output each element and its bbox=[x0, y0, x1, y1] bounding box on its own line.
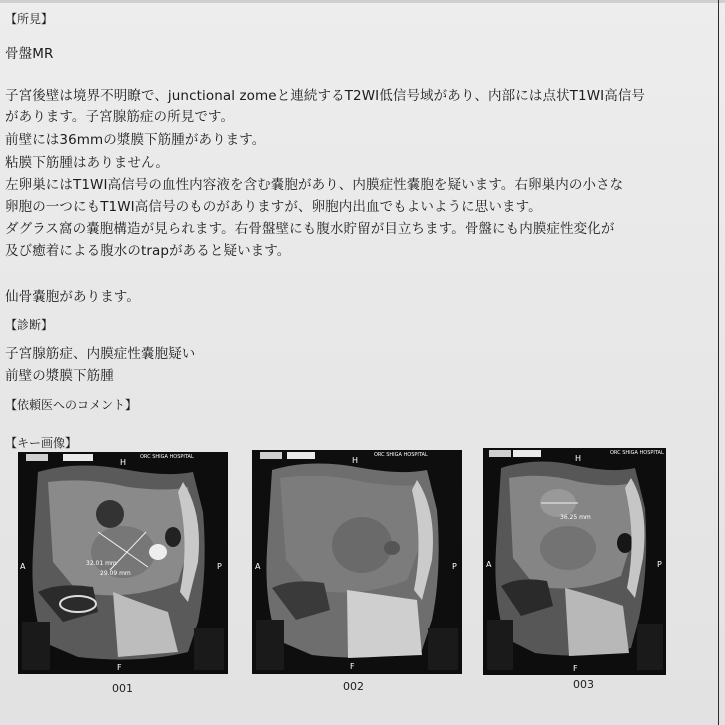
measurement-label: 29.09 mm bbox=[100, 570, 131, 577]
mri-key-image[interactable] bbox=[18, 452, 228, 674]
image-label: 001 bbox=[112, 682, 133, 695]
diagnosis-header: 【診断】 bbox=[5, 318, 54, 332]
mri-sagittal-image bbox=[18, 452, 228, 674]
orientation-right: P bbox=[217, 562, 222, 571]
findings-line: 及び癒着による腹水のtrapがあると疑います。 bbox=[5, 243, 291, 259]
orientation-left: A bbox=[255, 562, 261, 571]
orientation-left: A bbox=[20, 562, 26, 571]
findings-line: 卵胞の一つにもT1WI高信号のものがありますが、卵胞内出血でもよいように思います。 bbox=[5, 199, 542, 215]
findings-line: があります。子宮腺筋症の所見です。 bbox=[5, 109, 235, 125]
orientation-top: H bbox=[120, 458, 127, 467]
findings-header: 【所見】 bbox=[5, 12, 54, 26]
hospital-label: ORC SHIGA HOSPITAL bbox=[140, 454, 194, 460]
diagnosis-line: 子宮腺筋症、内膜症性嚢胞疑い bbox=[5, 346, 196, 362]
mri-key-image[interactable] bbox=[483, 448, 666, 675]
orientation-top: H bbox=[352, 456, 359, 465]
top-edge bbox=[0, 0, 725, 3]
findings-line: 仙骨嚢胞があります。 bbox=[5, 289, 140, 305]
findings-line: 子宮後壁は境界不明瞭で、junctional zomeと連続するT2WI低信号域があり、内部には点状T1WI高信号 bbox=[5, 88, 646, 104]
findings-line: 前壁には36mmの漿膜下筋腫があります。 bbox=[5, 132, 266, 148]
findings-subtitle: 骨盤MR bbox=[5, 46, 54, 62]
image-label: 002 bbox=[343, 680, 364, 693]
orientation-right: P bbox=[657, 560, 662, 569]
orientation-left: A bbox=[486, 560, 492, 569]
orientation-right: P bbox=[452, 562, 457, 571]
comment-header: 【依頼医へのコメント】 bbox=[5, 398, 138, 412]
hospital-label: ORC SHIGA HOSPITAL bbox=[610, 450, 664, 456]
hospital-label: ORC SHIGA HOSPITAL bbox=[374, 452, 428, 458]
findings-line: 左卵巣にはT1WI高信号の血性内容液を含む嚢胞があり、内膜症性嚢胞を疑います。右卵巣内の小さな bbox=[5, 177, 624, 193]
findings-line: 粘膜下筋腫はありません。 bbox=[5, 155, 170, 171]
measurement-label: 32.01 mm bbox=[86, 560, 117, 567]
image-label: 003 bbox=[573, 678, 594, 691]
orientation-bottom: F bbox=[350, 662, 355, 671]
orientation-bottom: F bbox=[573, 664, 578, 673]
orientation-top: H bbox=[575, 454, 582, 463]
mri-sagittal-image bbox=[483, 448, 666, 675]
mri-sagittal-image bbox=[252, 450, 462, 674]
mri-key-image[interactable] bbox=[252, 450, 462, 674]
right-edge-line bbox=[718, 0, 719, 725]
findings-line: ダグラス窩の嚢胞構造が見られます。右骨盤壁にも腹水貯留が目立ちます。骨盤にも内膜症性変化が bbox=[5, 221, 615, 237]
diagnosis-line: 前壁の漿膜下筋腫 bbox=[5, 368, 114, 384]
measurement-label: 36.25 mm bbox=[560, 514, 591, 521]
orientation-bottom: F bbox=[117, 663, 122, 672]
key-images-header: 【キー画像】 bbox=[5, 436, 78, 450]
